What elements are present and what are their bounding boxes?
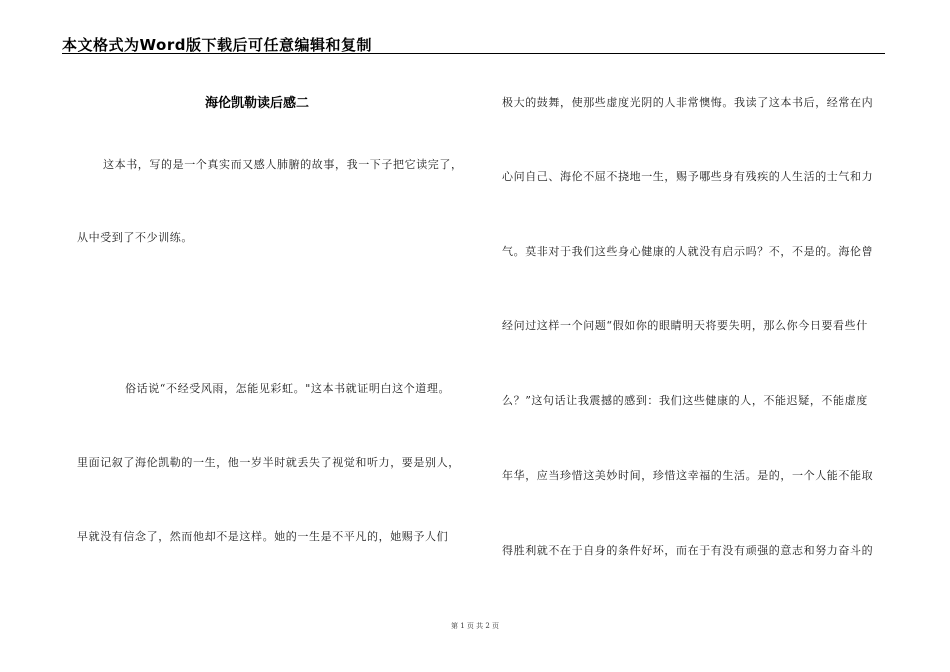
paragraph-line: 里面记叙了海伦凯勒的一生，他一岁半时就丢失了视觉和听力，要是别人， xyxy=(77,456,460,469)
paragraph-line: 气。莫非对于我们这些身心健康的人就没有启示吗？不，不是的。海伦曾 xyxy=(502,245,874,258)
paragraph-line: 么？”这句话让我震撼的感到：我们这些健康的人，不能迟疑，不能虚度 xyxy=(502,394,868,407)
paragraph-line: 俗话说“不经受风雨，怎能见彩虹。"这本书就证明白这个道理。 xyxy=(125,382,451,395)
paragraph-line: 极大的鼓舞，使那些虚度光阴的人非常懊悔。我读了这本书后，经常在内 xyxy=(502,96,874,109)
paragraph-line: 这本书，写的是一个真实而又感人肺腑的故事，我一下子把它读完了， xyxy=(103,158,463,171)
paragraph-line: 从中受到了不少训练。 xyxy=(77,231,193,244)
paragraph-line: 早就没有信念了，然而他却不是这样。她的一生是不平凡的，她赐予人们 xyxy=(77,530,449,543)
document-title: 海伦凯勒读后感二 xyxy=(205,96,310,111)
paragraph-line: 得胜利就不在于自身的条件好坏，而在于有没有顽强的意志和努力奋斗的 xyxy=(502,544,874,557)
paragraph-line: 经问过这样一个问题“假如你的眼睛明天将要失明，那么你今日要看些什 xyxy=(502,319,868,332)
paragraph-line: 心问自己、海伦不屈不挠地一生，赐予哪些身有残疾的人生活的士气和力 xyxy=(502,170,874,183)
document-banner: 本文格式为Word版下载后可任意编辑和复制 xyxy=(62,36,372,54)
page-number: 第 1 页 共 2 页 xyxy=(450,622,500,630)
paragraph-line: 年华，应当珍惜这美妙时间，珍惜这幸福的生活。是的，一个人能不能取 xyxy=(502,469,874,482)
header-rule xyxy=(62,53,885,54)
